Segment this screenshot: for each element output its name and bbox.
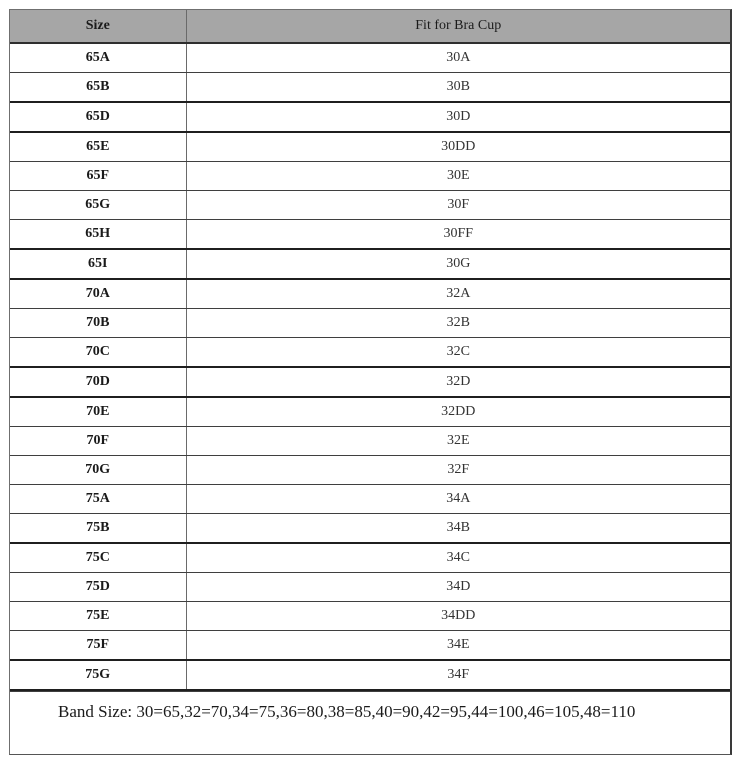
size-cell: 70B — [10, 309, 186, 338]
cup-cell: 34DD — [186, 602, 730, 631]
cup-cell: 34C — [186, 543, 730, 573]
cup-cell: 34E — [186, 631, 730, 661]
column-header-size: Size — [10, 10, 186, 43]
size-cell: 65E — [10, 132, 186, 162]
cup-cell: 32F — [186, 456, 730, 485]
table-row — [10, 73, 730, 103]
table-row — [10, 514, 730, 544]
size-cell: 70D — [10, 367, 186, 397]
size-cell: 65D — [10, 102, 186, 132]
table-row — [10, 543, 730, 573]
cup-cell: 30G — [186, 249, 730, 279]
cup-cell: 30F — [186, 191, 730, 220]
table-row — [10, 249, 730, 279]
cup-cell: 30B — [186, 73, 730, 103]
table-row — [10, 191, 730, 220]
cup-cell: 30D — [186, 102, 730, 132]
cup-cell: 32E — [186, 427, 730, 456]
table-row — [10, 456, 730, 485]
table-row — [10, 279, 730, 309]
size-cell: 70A — [10, 279, 186, 309]
table-row — [10, 43, 730, 73]
table-row — [10, 338, 730, 368]
table-row — [10, 309, 730, 338]
cup-cell: 32B — [186, 309, 730, 338]
column-header-cup: Fit for Bra Cup — [186, 10, 730, 43]
size-cell: 75C — [10, 543, 186, 573]
table-row — [10, 427, 730, 456]
size-cell: 70F — [10, 427, 186, 456]
size-cell: 65G — [10, 191, 186, 220]
table-header-row — [10, 10, 730, 43]
table-row — [10, 367, 730, 397]
table-row — [10, 602, 730, 631]
cup-cell: 30A — [186, 43, 730, 73]
table-row — [10, 573, 730, 602]
size-chart — [9, 9, 732, 755]
cup-cell: 30E — [186, 162, 730, 191]
table-row — [10, 397, 730, 427]
table-row — [10, 132, 730, 162]
size-cell: 75G — [10, 660, 186, 690]
size-cell: 75F — [10, 631, 186, 661]
band-size-note — [10, 691, 730, 754]
size-table — [10, 10, 730, 691]
size-cell: 70G — [10, 456, 186, 485]
size-cell: 65H — [10, 220, 186, 250]
size-cell: 65I — [10, 249, 186, 279]
size-cell: 70C — [10, 338, 186, 368]
cup-cell: 32D — [186, 367, 730, 397]
table-body — [10, 43, 730, 690]
size-cell: 75E — [10, 602, 186, 631]
cup-cell: 32A — [186, 279, 730, 309]
cup-cell: 32DD — [186, 397, 730, 427]
cup-cell: 30FF — [186, 220, 730, 250]
table-row — [10, 631, 730, 661]
table-row — [10, 220, 730, 250]
band-size-text: Band Size: 30=65,32=70,34=75,36=80,38=85,40=90,42=95,44=100,46=105,48=110 — [58, 702, 636, 721]
size-cell: 65A — [10, 43, 186, 73]
cup-cell: 34A — [186, 485, 730, 514]
size-cell: 75B — [10, 514, 186, 544]
cup-cell: 34D — [186, 573, 730, 602]
size-cell: 75D — [10, 573, 186, 602]
cup-cell: 34F — [186, 660, 730, 690]
size-cell: 75A — [10, 485, 186, 514]
table-row — [10, 102, 730, 132]
table-row — [10, 162, 730, 191]
cup-cell: 34B — [186, 514, 730, 544]
cup-cell: 32C — [186, 338, 730, 368]
size-cell: 65F — [10, 162, 186, 191]
size-cell: 70E — [10, 397, 186, 427]
size-cell: 65B — [10, 73, 186, 103]
table-row — [10, 485, 730, 514]
cup-cell: 30DD — [186, 132, 730, 162]
table-row — [10, 660, 730, 690]
